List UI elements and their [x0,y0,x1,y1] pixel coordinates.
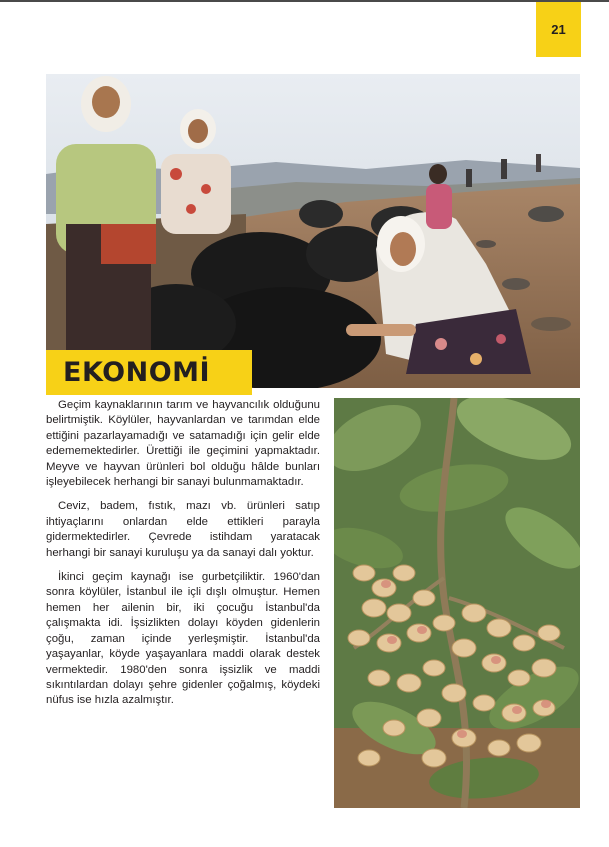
section-title-bar [46,350,252,395]
photo-women-milking-goats [46,74,580,388]
section-title: EKONOMİ [63,357,211,388]
page-number: 21 [551,22,566,37]
paragraph-3: İkinci geçim kaynağı ise gurbetçiliktir. 1960'dan sonra köylüler, İstanbul ile içli dışlı olmuştur. Hemen hemen her ailenin bir, iki çocuğu İstanbul'da çalışmakta idi. İşsizlikten dolayı köyden gidenlerin çoğu, zaman içinde yerleşmiştir. İstanbul'da yaşayanlar, köyde yaşayanlara maddi olarak destek vermektedir. 1980'den sonra işsizlik ve maddi sıkıntılardan dolayı şehre gidenler çoğalmış, köydeki nüfus ise hızla azalmıştır. [46,571,320,707]
top-rule [0,0,609,2]
photo-pistachio-cluster [334,398,580,808]
body-text [46,398,320,718]
page-number-tab [536,2,581,57]
paragraph-1: Geçim kaynaklarının tarım ve hayvancılık olduğunu belirtmiştik. Köylüler, hayvanlardan ve tarımdan elde ettiğini pazarlayamadığı ve satamadığı için gelir elde edememektedirler. Ürettiği ile geçimini yapmaktadır. Meyve ve hayvan ürünleri bol olduğu hâlde bunları işleyebilecek herhangi bir sanayi bulunmamaktadır. [46,399,320,489]
paragraph-2: Ceviz, badem, fıstık, mazı vb. ürünleri satıp ihtiyaçlarını onlardan elde ettikleri parayla gidermektedirler. Çevrede istihdam yaratacak herhangi bir sanayi kuruluşu ya da sanayi dalı yoktur. [46,500,320,559]
